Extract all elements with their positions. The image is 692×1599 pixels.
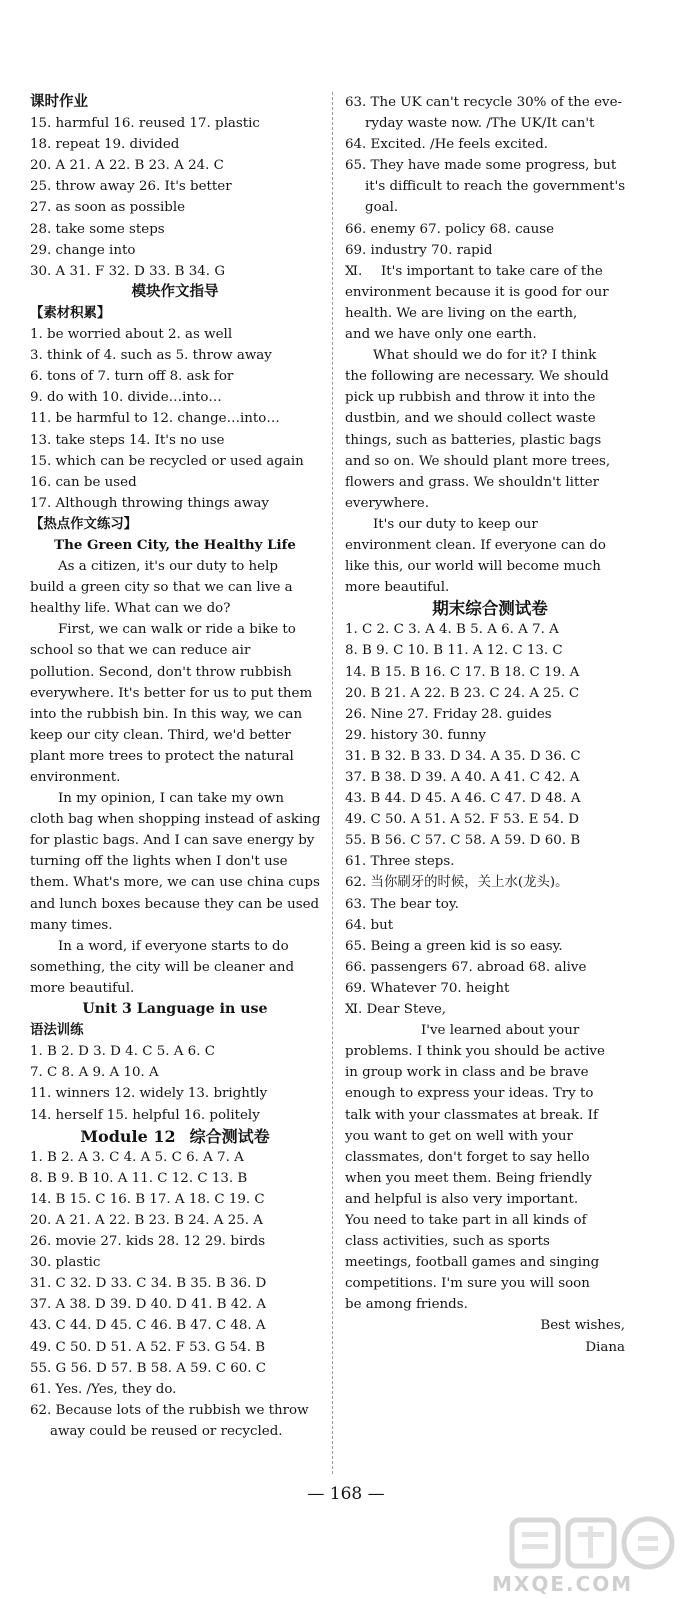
module-heading-cn: 综合测试卷 (189, 1126, 270, 1146)
paragraph-start-line: It's our duty to keep our (373, 516, 538, 532)
answer-continuation-line: it's difficult to reach the government's (365, 179, 626, 195)
answer-line: like this, our world will become much (345, 559, 601, 575)
answer-line: 7. C 8. A 9. A 10. A (30, 1065, 159, 1081)
answer-line: 65. Being a green kid is so easy. (345, 938, 563, 954)
answer-line: everywhere. It's better for us to put them (30, 685, 313, 701)
answer-line: everywhere. (345, 495, 429, 511)
subsection-heading: 【热点作文练习】 (30, 516, 138, 532)
answer-line: when you meet them. Being friendly (345, 1170, 592, 1186)
answer-line: school so that we can reduce air (30, 643, 251, 659)
unit-heading: Unit 3 Language in use (82, 1001, 268, 1018)
answer-line: 8. B 9. C 10. B 11. A 12. C 13. C (345, 643, 563, 659)
answer-line: many times. (30, 917, 113, 933)
answer-line: 1. B 2. D 3. D 4. C 5. A 6. C (30, 1044, 215, 1060)
answer-line: healthy life. What can we do? (30, 601, 231, 617)
answer-line: 29. history 30. funny (345, 727, 486, 743)
answer-line: pollution. Second, don't throw rubbish (30, 664, 292, 680)
answer-line: the following are necessary. We should (345, 369, 609, 385)
answer-line: talk with your classmates at break. If (345, 1107, 598, 1123)
section-heading: 模块作文指导 (131, 283, 219, 300)
answer-line: 62. 当你刷牙的时候，关上水(龙头)。 (345, 875, 569, 891)
column-divider (332, 92, 333, 1474)
answer-line: pick up rubbish and throw it into the (345, 390, 596, 406)
answer-line: 63. The bear toy. (345, 896, 459, 912)
answer-line: 1. C 2. C 3. A 4. B 5. A 6. A 7. A (345, 622, 559, 638)
answer-line: environment because it is good for our (345, 284, 609, 300)
answer-line: 25. throw away 26. It's better (30, 179, 232, 195)
paragraph-start-line: What should we do for it? I think (373, 348, 597, 364)
answer-line: turning off the lights when I don't use (30, 854, 288, 870)
answer-line: 13. take steps 14. It's no use (30, 432, 225, 448)
answer-line: 61. Three steps. (345, 854, 455, 870)
answer-line: 27. as soon as possible (30, 200, 186, 216)
answer-line: build a green city so that we can live a (30, 580, 293, 596)
answer-line: 26. movie 27. kids 28. 12 29. birds (30, 1234, 266, 1250)
answer-line: 55. B 56. C 57. C 58. A 59. D 60. B (345, 833, 581, 849)
answer-line: 30. A 31. F 32. D 33. B 34. G (30, 263, 226, 279)
paragraph-start-line: As a citizen, it's our duty to help (58, 559, 278, 575)
answer-line: in group work in class and be brave (345, 1065, 589, 1081)
answer-line: 49. C 50. D 51. A 52. F 53. G 54. B (30, 1339, 266, 1355)
answer-line: into the rubbish bin. In this way, we can (30, 706, 303, 722)
answer-line: 26. Nine 27. Friday 28. guides (345, 706, 552, 722)
answer-line: 1. B 2. A 3. C 4. A 5. C 6. A 7. A (30, 1149, 244, 1165)
answer-line: class activities, such as sports (345, 1234, 550, 1250)
answer-line: be among friends. (345, 1297, 468, 1313)
answer-line: more beautiful. (30, 980, 135, 996)
answer-line: 28. take some steps (30, 221, 165, 237)
answer-line: 55. G 56. D 57. B 58. A 59. C 60. C (30, 1360, 267, 1376)
answer-line: keep our city clean. Third, we'd better (30, 727, 291, 743)
left-column (30, 92, 320, 1442)
answer-line: 14. B 15. B 16. C 17. B 18. C 19. A (345, 664, 580, 680)
answer-line: health. We are living on the earth, (345, 305, 578, 321)
letter-signoff: Diana (585, 1339, 625, 1355)
answer-text: It's important to take care of the (381, 263, 603, 279)
question-number: Ⅺ. (345, 263, 363, 279)
answer-line: 9. do with 10. divide…into… (30, 390, 222, 406)
letter-signoff: Best wishes, (540, 1318, 625, 1334)
answer-line: enough to express your ideas. Try to (345, 1086, 594, 1102)
answer-line: meetings, football games and singing (345, 1255, 600, 1271)
answer-line: 17. Although throwing things away (30, 495, 269, 511)
answer-line: 11. winners 12. widely 13. brightly (30, 1086, 268, 1102)
answer-line: 65. They have made some progress, but (345, 158, 617, 174)
answer-line: 29. change into (30, 242, 136, 258)
answer-line: 20. A 21. A 22. B 23. A 24. C (30, 158, 224, 174)
answer-line: them. What's more, we can use china cups (30, 875, 320, 891)
answer-line: 69. industry 70. rapid (345, 242, 493, 258)
answer-line: competitions. I'm sure you will soon (345, 1276, 590, 1292)
answer-line: 43. C 44. D 45. C 46. B 47. C 48. A (30, 1318, 266, 1334)
essay-title: The Green City, the Healthy Life (54, 536, 296, 553)
answer-line: 37. A 38. D 39. D 40. D 41. B 42. A (30, 1297, 266, 1313)
answer-line: 63. The UK can't recycle 30% of the eve- (345, 95, 623, 110)
answer-line: 66. passengers 67. abroad 68. alive (345, 959, 587, 975)
answer-line: 11. be harmful to 12. change…into… (30, 411, 280, 427)
answer-line: environment clean. If everyone can do (345, 537, 606, 553)
answer-line: 20. A 21. A 22. B 23. B 24. A 25. A (30, 1212, 263, 1228)
section-heading: 课时作业 (30, 94, 88, 110)
answer-continuation-line: ryday waste now. /The UK/It can't (365, 116, 595, 132)
section-heading: 期末综合测试卷 (432, 599, 548, 619)
answer-line: 66. enemy 67. policy 68. cause (345, 221, 555, 237)
answer-line: 16. can be used (30, 474, 137, 490)
subsection-heading: 语法训练 (30, 1023, 84, 1039)
paragraph-start-line: First, we can walk or ride a bike to (58, 622, 296, 638)
answer-line: Ⅺ. Dear Steve, (345, 1002, 447, 1018)
answer-line: 37. B 38. D 39. A 40. A 41. C 42. A (345, 770, 580, 785)
answer-line: for plastic bags. And I can save energy by (30, 833, 315, 849)
paragraph-start-line: I've learned about your (421, 1023, 580, 1039)
answer-line: you want to get on well with your (345, 1128, 573, 1144)
answer-line: environment. (30, 770, 121, 785)
answer-line: 30. plastic (30, 1255, 101, 1271)
answer-line: classmates, don't forget to say hello (345, 1149, 590, 1165)
answer-line: You need to take part in all kinds of (345, 1212, 587, 1228)
page-number: — 168 — (307, 1484, 385, 1504)
subsection-heading: 【素材积累】 (30, 305, 111, 321)
answer-continuation-line: away could be reused or recycled. (50, 1423, 283, 1439)
answer-line: 31. B 32. B 33. D 34. A 35. D 36. C (345, 748, 581, 764)
answer-line: 62. Because lots of the rubbish we throw (30, 1402, 309, 1418)
answer-line: 64. but (345, 917, 394, 933)
answer-line: something, the city will be cleaner and (30, 959, 295, 975)
watermark-text: MXQE.COM (492, 1572, 634, 1596)
answer-line: 15. which can be recycled or used again (30, 453, 304, 469)
answer-line: 3. think of 4. such as 5. throw away (30, 348, 272, 364)
paragraph-start-line: In my opinion, I can take my own (58, 791, 284, 807)
answer-line: 15. harmful 16. reused 17. plastic (30, 116, 260, 132)
answer-line: flowers and grass. We shouldn't litter (345, 474, 600, 490)
answer-line: 61. Yes. /Yes, they do. (30, 1381, 177, 1397)
right-column (345, 92, 635, 1358)
answer-line: cloth bag when shopping instead of asking (30, 812, 320, 828)
answer-line: problems. I think you should be active (345, 1044, 605, 1060)
answer-line: 20. B 21. A 22. B 23. C 24. A 25. C (345, 685, 580, 701)
answer-line: 43. B 44. D 45. A 46. C 47. D 48. A (345, 791, 581, 807)
answer-line: 69. Whatever 70. height (345, 980, 510, 996)
answer-line: 18. repeat 19. divided (30, 137, 180, 153)
paragraph-start-line: In a word, if everyone starts to do (58, 938, 289, 954)
answer-line: 8. B 9. B 10. A 11. C 12. C 13. B (30, 1170, 248, 1186)
module-heading (30, 1126, 320, 1147)
answer-line (345, 261, 635, 282)
answer-line: plant more trees to protect the natural (30, 748, 294, 764)
answer-line: 64. Excited. /He feels excited. (345, 137, 549, 153)
answer-line: and we have only one earth. (345, 327, 537, 343)
answer-line: and lunch boxes because they can be used (30, 896, 320, 912)
answer-line: 31. C 32. D 33. C 34. B 35. B 36. D (30, 1276, 267, 1292)
answer-line: 14. herself 15. helpful 16. politely (30, 1107, 260, 1123)
answer-continuation-line: goal. (365, 200, 399, 216)
answer-line: dustbin, and we should collect waste (345, 411, 596, 427)
answer-line: and helpful is also very important. (345, 1191, 579, 1207)
answer-line: things, such as batteries, plastic bags (345, 432, 602, 448)
answer-line: 49. C 50. A 51. A 52. F 53. E 54. D (345, 812, 579, 828)
answer-line: 1. be worried about 2. as well (30, 327, 233, 343)
answer-line: 14. B 15. C 16. B 17. A 18. C 19. C (30, 1191, 265, 1207)
answer-line: 6. tons of 7. turn off 8. ask for (30, 369, 234, 385)
answer-line: more beautiful. (345, 580, 450, 596)
answer-line: and so on. We should plant more trees, (345, 453, 611, 469)
module-heading-en: Module 12 (80, 1126, 176, 1146)
